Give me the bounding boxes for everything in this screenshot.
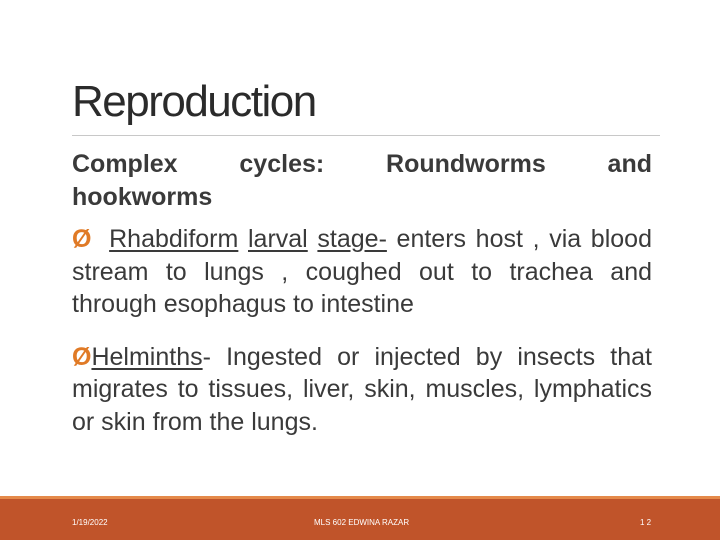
footer-page-number: 1 2 [640,518,652,527]
subheading-word: hookworms [72,182,213,211]
underlined-term: Helminths [91,342,203,371]
bullet-text: enters host , via blood stream to lungs , coughed out to trachea and through esophagus to intestine [72,225,652,318]
subheading-word: Complex [72,150,178,178]
subheading [72,148,652,213]
subheading-word: and [607,150,652,178]
underlined-term: stage- [317,225,387,253]
footer-date: 1/19/2022 [72,518,108,527]
bullet-text: - Ingested or injected by insects that migrates to tissues, liver, skin, muscles, lymphatics or skin from the lungs. [72,342,652,436]
arrow-bullet-icon: Ø [72,225,92,253]
footer-author: MLS 602 EDWINA RAZAR [314,518,410,527]
footer-accent-line [0,496,720,499]
footer-bar [0,496,720,540]
bullet-rhabdiform [72,223,652,321]
subheading-word: Roundworms [386,150,546,178]
underlined-term: Rhabdiform [109,225,239,253]
subheading-word: cycles: [239,150,325,178]
arrow-bullet-icon: Ø [72,342,92,371]
slide-title: Reproduction [72,77,316,126]
bullet-helminths [72,341,652,439]
title-divider [72,135,660,136]
underlined-term: larval [248,225,308,253]
slide-body [72,148,652,438]
